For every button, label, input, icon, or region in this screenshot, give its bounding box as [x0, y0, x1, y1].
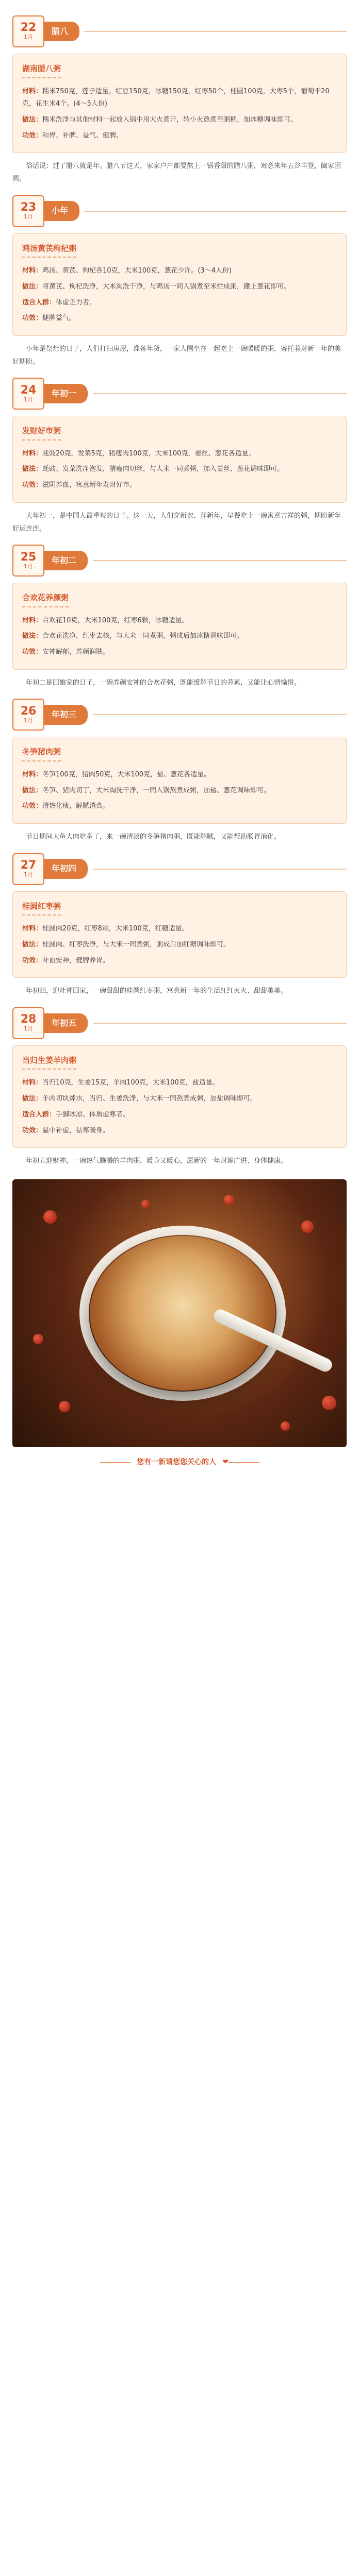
field-value: 温中补虚，祛寒暖身。	[42, 1126, 110, 1134]
date-number: 26	[20, 704, 37, 718]
date-month: 1月	[24, 33, 33, 41]
recipe-field	[22, 479, 337, 492]
recipe-name: 湖南腊八粥	[22, 61, 61, 78]
body-paragraph: 俗话说：过了腊八就是年。腊八节这天，家家户户都要熬上一锅香甜的腊八粥，寓意来年五谷丰登，阖家团圆。	[12, 162, 341, 183]
heart-icon: ❤	[222, 1458, 229, 1466]
field-value: 冬笋100克，猪肉50克，大米100克，盐、葱花各适量。	[42, 770, 211, 778]
field-value: 和胃、补脾、益气、健脾。	[42, 131, 123, 140]
recipe-field	[22, 1109, 337, 1122]
field-label: 材料：	[22, 87, 43, 95]
recipe-name: 发财好市粥	[22, 423, 61, 440]
divider-line	[93, 714, 347, 715]
body-paragraph: 小年是祭灶的日子，人们打扫房屋，准备年货，一家人围坐在一起吃上一碗暖暖的粥，寄托着对新一年的美好期盼。	[12, 345, 341, 366]
divider-line	[93, 393, 347, 394]
field-value: 清热化痰，解腻消食。	[42, 802, 110, 810]
footer	[12, 1455, 347, 1469]
field-value: 手脚冰凉、体质虚寒者。	[56, 1110, 130, 1118]
body-paragraph: 年初二是回娘家的日子，一碗养颜安神的合欢花粥，既能缓解节日的劳累，又能让心情愉悦。	[26, 679, 301, 687]
recipe-card	[12, 737, 347, 824]
red-date	[33, 1334, 43, 1344]
field-label: 功效：	[22, 314, 43, 323]
recipe-card	[12, 416, 347, 503]
field-label: 功效：	[22, 131, 43, 140]
recipe-field	[22, 86, 337, 111]
date-number: 23	[20, 201, 37, 214]
field-label: 做法：	[22, 282, 43, 291]
body-paragraph: 年初四，迎灶神回家，一碗甜甜的桂圆红枣粥，寓意新一年的生活红红火火、甜甜美美。	[26, 987, 288, 995]
red-date	[281, 1421, 290, 1431]
date-tag	[12, 545, 44, 577]
field-value: 糯米750克，莲子适量，红豆150克，冰糖150克，红枣50个，桂圆100克，大枣5个，葡萄干20克，花生米4个。(4～5人份)	[22, 87, 330, 108]
food-photo	[12, 1179, 347, 1447]
day-header	[12, 15, 347, 47]
field-value: 蚝豉20克，发菜5克，猪瘦肉100克，大米100克，姜丝、葱花各适量。	[42, 449, 255, 457]
field-value: 鸡汤、黄芪、枸杞各10克，大米100克，葱花少许。(3～4人份)	[42, 267, 232, 275]
recipe-field	[22, 1077, 337, 1090]
recipe-field	[22, 646, 337, 659]
field-value: 合欢花10克，大米100克，红枣6颗，冰糖适量。	[42, 616, 189, 624]
day-title: 小年	[43, 201, 79, 221]
recipe-field	[22, 939, 337, 952]
day-header	[12, 699, 347, 731]
day-title: 年初一	[43, 384, 88, 403]
field-label: 功效：	[22, 956, 43, 964]
field-value: 健脾益气。	[42, 314, 76, 323]
recipe-field	[22, 312, 337, 325]
field-label: 做法：	[22, 632, 43, 640]
date-tag	[12, 15, 44, 47]
recipe-field	[22, 800, 337, 813]
recipe-card	[12, 54, 347, 153]
divider-line	[93, 869, 347, 870]
divider-line	[85, 211, 347, 212]
recipe-card	[12, 891, 347, 978]
body-paragraph: 大年初一，是中国人最重视的日子。这一天，人们穿新衣、拜新年，早餐吃上一碗寓意吉祥的粥，期盼新年好运连连。	[12, 512, 341, 533]
date-number: 25	[20, 550, 37, 564]
field-label: 功效：	[22, 802, 43, 810]
recipe-field	[22, 463, 337, 476]
recipe-name: 冬笋猪肉粥	[22, 744, 61, 761]
recipe-field	[22, 114, 337, 127]
footer-line	[100, 1462, 130, 1463]
soup-bowl	[90, 1236, 275, 1391]
field-value: 蚝豉、发菜洗净泡发，猪瘦肉切丝，与大米一同煮粥，加入姜丝、葱花调味即可。	[42, 465, 284, 473]
date-month: 1月	[24, 213, 33, 221]
date-month: 1月	[24, 563, 33, 570]
field-label: 做法：	[22, 786, 43, 794]
field-label: 材料：	[22, 616, 43, 624]
divider-line	[93, 560, 347, 561]
field-value: 合欢花洗净，红枣去核，与大米一同煮粥，粥成后加冰糖调味即可。	[42, 632, 244, 640]
recipe-card	[12, 1045, 347, 1148]
day-header	[12, 378, 347, 410]
field-label: 做法：	[22, 115, 43, 124]
recipe-field	[22, 1093, 337, 1106]
recipe-name: 合欢花养颜粥	[22, 590, 69, 607]
footer-line	[229, 1462, 259, 1463]
day-header	[12, 195, 347, 227]
day-title: 年初二	[43, 551, 88, 570]
field-label: 适合人群：	[22, 1110, 56, 1118]
date-number: 24	[20, 383, 37, 397]
recipe-field	[22, 265, 337, 278]
body-paragraph: 年初五迎财神，一碗热气腾腾的羊肉粥，暖身又暖心，愿新的一年财源广进、身体健康。	[26, 1157, 288, 1165]
date-tag	[12, 853, 44, 885]
field-label: 功效：	[22, 648, 43, 656]
recipe-field	[22, 615, 337, 628]
footer-text: 您有一新请您您关心的人	[137, 1458, 217, 1466]
field-value: 将黄芪、枸杞洗净，大米淘洗干净，与鸡汤一同入锅煮至米烂成粥，撒上葱花即可。	[42, 282, 291, 291]
red-date	[322, 1396, 336, 1410]
field-label: 适合人群：	[22, 298, 56, 307]
field-label: 功效：	[22, 481, 43, 489]
recipe-name: 鸡汤黄芪枸杞粥	[22, 241, 76, 258]
day-title: 腊八	[43, 22, 79, 41]
divider-line	[93, 1023, 347, 1024]
date-number: 28	[20, 1013, 37, 1026]
field-value: 体虚乏力者。	[56, 298, 96, 307]
recipe-field	[22, 785, 337, 798]
field-value: 当归10克，生姜15克，羊肉100克，大米100克，盐适量。	[42, 1079, 219, 1087]
red-date	[59, 1401, 70, 1412]
recipe-field	[22, 923, 337, 936]
date-number: 22	[20, 21, 37, 35]
day-title: 年初三	[43, 705, 88, 724]
body-paragraph: 节日期间大鱼大肉吃多了，来一碗清淡的冬笋猪肉粥，既能解腻，又能帮助肠胃消化。	[26, 833, 281, 841]
day-header	[12, 545, 347, 577]
field-value: 冬笋、猪肉切丁，大米淘洗干净，一同入锅熬煮成粥，加盐、葱花调味即可。	[42, 786, 271, 794]
field-value: 补血安神，健脾养胃。	[42, 956, 110, 964]
recipe-field	[22, 769, 337, 782]
recipe-field	[22, 448, 337, 461]
field-value: 桂圆肉、红枣洗净，与大米一同煮粥，粥成后加红糖调味即可。	[42, 940, 231, 948]
date-tag	[12, 1007, 44, 1039]
field-label: 功效：	[22, 1126, 43, 1134]
red-date	[43, 1210, 57, 1224]
date-month: 1月	[24, 871, 33, 878]
recipe-name: 当归生姜羊肉粥	[22, 1053, 76, 1070]
field-label: 材料：	[22, 770, 43, 778]
recipe-field	[22, 630, 337, 643]
divider-line	[85, 31, 347, 32]
day-header	[12, 853, 347, 885]
red-date	[224, 1195, 234, 1205]
recipe-field	[22, 955, 337, 968]
field-value: 桂圆肉20克，红枣8颗，大米100克，红糖适量。	[42, 925, 189, 933]
recipe-field	[22, 297, 337, 310]
field-value: 糯米洗净与其他材料一起放入锅中用大火煮开，转小火熬煮至粥稠，加冰糖调味即可。	[42, 115, 298, 124]
field-label: 做法：	[22, 1095, 43, 1103]
field-label: 做法：	[22, 465, 43, 473]
recipe-name: 桂圆红枣粥	[22, 899, 61, 916]
day-title: 年初四	[43, 859, 88, 878]
date-month: 1月	[24, 396, 33, 403]
day-header	[12, 1007, 347, 1039]
field-label: 材料：	[22, 1079, 43, 1087]
field-label: 材料：	[22, 925, 43, 933]
date-tag	[12, 378, 44, 410]
red-date	[141, 1200, 150, 1208]
recipe-field	[22, 1125, 337, 1138]
field-label: 材料：	[22, 267, 43, 275]
date-month: 1月	[24, 717, 33, 724]
field-value: 羊肉切块焯水，当归、生姜洗净，与大米一同熬煮成粥，加盐调味即可。	[42, 1095, 257, 1103]
date-number: 27	[20, 859, 37, 872]
field-value: 滋阴养血，寓意新年发财好市。	[42, 481, 137, 489]
recipe-card	[12, 583, 347, 670]
date-tag	[12, 195, 44, 227]
red-date	[301, 1221, 314, 1233]
date-tag	[12, 699, 44, 731]
recipe-field	[22, 281, 337, 294]
date-month: 1月	[24, 1025, 33, 1032]
field-label: 材料：	[22, 449, 43, 457]
field-label: 做法：	[22, 940, 43, 948]
day-title: 年初五	[43, 1013, 88, 1033]
recipe-card	[12, 233, 347, 336]
recipe-field	[22, 130, 337, 143]
field-value: 安神解郁，养颜润肤。	[42, 648, 110, 656]
